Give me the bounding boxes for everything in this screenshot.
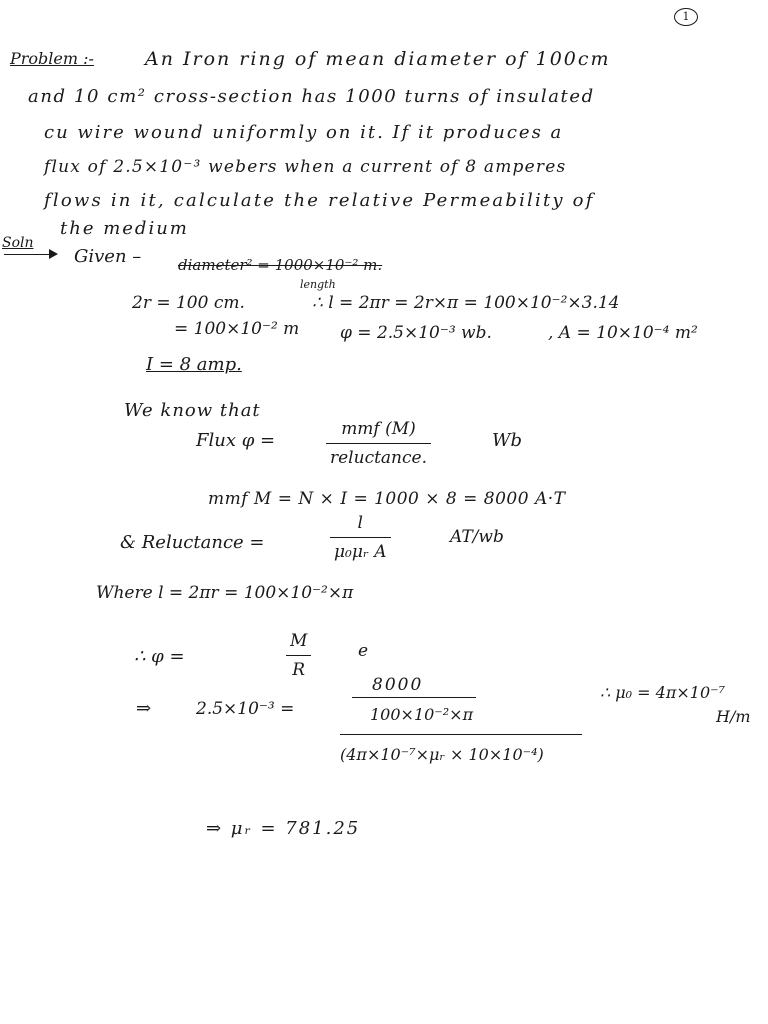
solution-arrow [4,254,56,255]
given-label: Given – [74,246,142,267]
crossed-out-text: diameter² = 1000×10⁻² m. [178,256,383,274]
inner-fraction-bar [352,697,476,698]
mu0-note: ∴ μ₀ = 4π×10⁻⁷ [600,683,725,702]
reluctance-numerator: l [357,513,363,533]
phi-extra: e [358,641,369,661]
equation-numerator: 8000 [372,675,424,695]
fraction-bar [330,537,391,538]
problem-line-4: flux of 2.5×10⁻³ webers when a current of 8 amperes [44,157,567,177]
phi-numerator: M [290,631,308,651]
equation-lhs: 2.5×10⁻³ = [196,699,295,719]
flux-unit: Wb [492,430,523,451]
fraction-bar [326,443,431,444]
problem-line-1: An Iron ring of mean diameter of 100cm [145,48,611,70]
reluctance-fraction [330,512,391,563]
mu0-unit: H/m [716,707,751,726]
we-know-that: We know that [124,400,261,421]
given-area: , A = 10×10⁻⁴ m² [548,323,698,343]
given-flux: φ = 2.5×10⁻³ wb. [340,323,492,343]
problem-line-6: the medium [60,218,189,239]
flux-denominator: reluctance. [330,448,427,468]
given-current: I = 8 amp. [146,354,242,375]
problem-label: Problem :- [10,49,94,68]
phi-lhs: ∴ φ = [134,646,185,667]
phi-denominator: R [292,660,306,680]
phi-fraction [286,630,311,681]
given-diameter: 2r = 100 cm. [132,293,245,313]
mmf-equation: mmf M = N × I = 1000 × 8 = 8000 A·T [208,489,566,509]
given-diameter-m: = 100×10⁻² m [174,319,300,339]
problem-line-5: flows in it, calculate the relative Permeability of [44,190,595,211]
problem-line-3: cu wire wound uniformly on it. If it produces a [44,122,564,143]
flux-fraction [326,418,431,469]
flux-numerator: mmf (M) [341,419,416,439]
fraction-bar [286,655,311,656]
main-fraction-bar [340,734,582,735]
where-length: Where l = 2πr = 100×10⁻²×π [96,583,354,603]
problem-line-2: and 10 cm² cross-section has 1000 turns of insulated [28,86,595,107]
given-length: ∴ l = 2πr = 2r×π = 100×10⁻²×3.14 [312,293,620,313]
solution-label: Soln [2,235,34,251]
reluctance-denominator: μ₀μᵣ A [334,542,387,562]
equation-denominator: (4π×10⁻⁷×μᵣ × 10×10⁻⁴) [340,745,544,764]
equation-inner-denominator: 100×10⁻²×π [370,705,474,724]
implies-arrow: ⇒ [136,698,152,719]
page-number: 1 [674,8,698,26]
flux-formula-lhs: Flux φ = [196,430,276,451]
result-equation: ⇒ μᵣ = 781.25 [206,818,361,839]
reluctance-unit: AT/wb [450,527,504,547]
crossed-small-text: length [300,278,336,291]
reluctance-lhs: & Reluctance = [120,532,265,553]
